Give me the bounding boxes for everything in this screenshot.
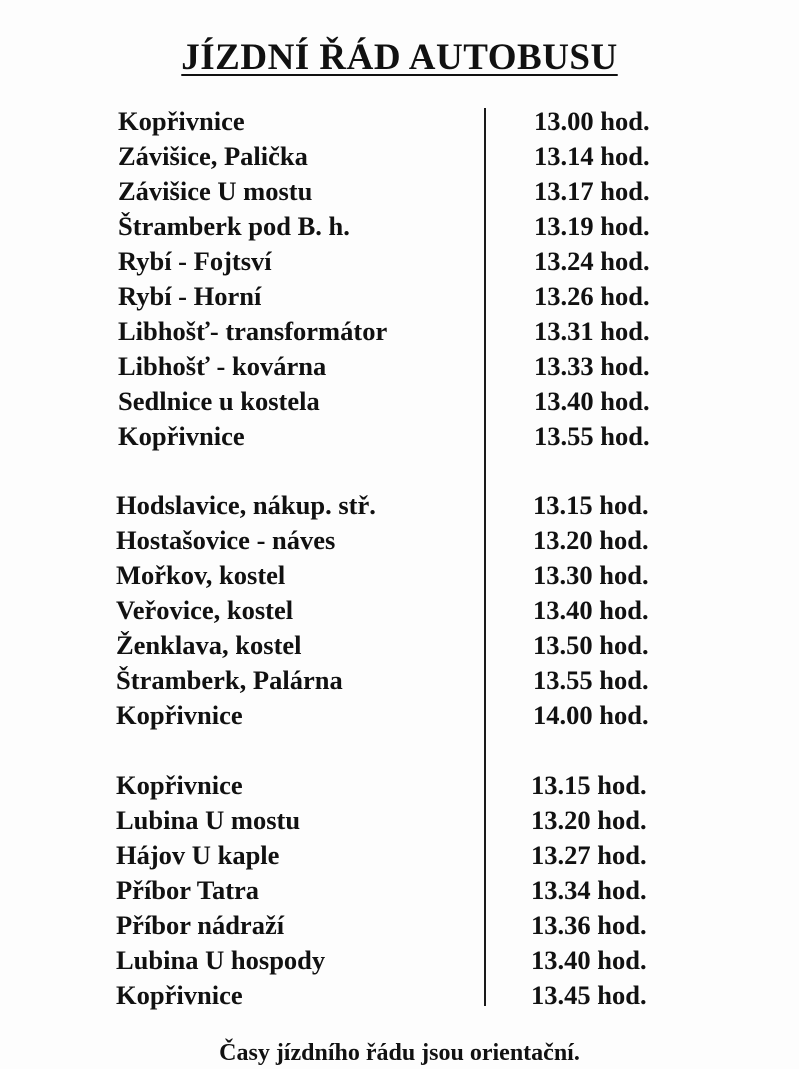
stop-name: Libhošť - kovárna — [118, 351, 327, 381]
timetable-row — [0, 174, 799, 209]
departure-time: 13.15 hod. — [533, 490, 649, 520]
page-title-text: JÍZDNÍ ŘÁD AUTOBUSU — [181, 37, 618, 78]
timetable-row — [0, 139, 799, 174]
departure-time: 13.24 hod. — [534, 246, 650, 276]
timetable-row — [0, 314, 799, 349]
page-title — [0, 36, 799, 79]
departure-time: 14.00 hod. — [533, 700, 649, 730]
departure-time: 13.55 hod. — [533, 665, 649, 695]
stop-name: Libhošť- transformátor — [118, 316, 388, 346]
stop-name: Kopřivnice — [118, 106, 245, 136]
timetable-row — [0, 104, 799, 139]
stop-name: Hájov U kaple — [116, 840, 280, 870]
departure-time: 13.33 hod. — [534, 351, 650, 381]
stop-name: Příbor nádraží — [116, 910, 285, 940]
departure-time: 13.00 hod. — [534, 106, 650, 136]
stop-name: Závišice U mostu — [118, 176, 313, 206]
departure-time: 13.34 hod. — [531, 875, 647, 905]
departure-time: 13.15 hod. — [531, 770, 647, 800]
stop-name: Kopřivnice — [116, 700, 243, 730]
departure-time: 13.26 hod. — [534, 281, 650, 311]
stop-name: Lubina U hospody — [116, 945, 326, 975]
timetable-row — [0, 698, 799, 733]
departure-time: 13.45 hod. — [531, 980, 647, 1010]
stop-name: Lubina U mostu — [116, 805, 301, 835]
timetable-row — [0, 488, 799, 523]
departure-time: 13.36 hod. — [531, 910, 647, 940]
timetable-row — [0, 838, 799, 873]
stop-name: Rybí - Horní — [118, 281, 262, 311]
stop-name: Hostašovice - náves — [116, 525, 336, 555]
departure-time: 13.19 hod. — [534, 211, 650, 241]
stop-name: Příbor Tatra — [116, 875, 260, 905]
route-block-1 — [0, 104, 799, 454]
timetable-row — [0, 943, 799, 978]
stop-name: Ženklava, kostel — [116, 630, 302, 660]
departure-time: 13.14 hod. — [534, 141, 650, 171]
timetable-row — [0, 209, 799, 244]
departure-time: 13.17 hod. — [534, 176, 650, 206]
departure-time: 13.27 hod. — [531, 840, 647, 870]
timetable-row — [0, 349, 799, 384]
timetable-row — [0, 908, 799, 943]
departure-time: 13.20 hod. — [533, 525, 649, 555]
stop-name: Veřovice, kostel — [116, 595, 294, 625]
timetable-row — [0, 978, 799, 1013]
stop-name: Štramberk pod B. h. — [118, 211, 350, 241]
stop-name: Kopřivnice — [116, 770, 243, 800]
timetable-row — [0, 663, 799, 698]
route-block-2 — [0, 488, 799, 733]
departure-time: 13.40 hod. — [531, 945, 647, 975]
timetable-row — [0, 384, 799, 419]
departure-time: 13.40 hod. — [534, 386, 650, 416]
footer-note: Časy jízdního řádu jsou orientační. — [219, 1040, 580, 1066]
departure-time: 13.40 hod. — [533, 595, 649, 625]
timetable-row — [0, 768, 799, 803]
stop-name: Mořkov, kostel — [116, 560, 286, 590]
stop-name: Kopřivnice — [118, 421, 245, 451]
timetable-row — [0, 419, 799, 454]
stop-name: Hodslavice, nákup. stř. — [116, 490, 376, 520]
departure-time: 13.20 hod. — [531, 805, 647, 835]
timetable-row — [0, 803, 799, 838]
timetable-row — [0, 593, 799, 628]
departure-time: 13.55 hod. — [534, 421, 650, 451]
timetable-row — [0, 628, 799, 663]
stop-name: Sedlnice u kostela — [118, 386, 320, 416]
timetable-row — [0, 873, 799, 908]
route-block-3 — [0, 768, 799, 1013]
stop-name: Kopřivnice — [116, 980, 243, 1010]
timetable-row — [0, 558, 799, 593]
stop-name: Závišice, Palička — [118, 141, 308, 171]
timetable-row — [0, 244, 799, 279]
stop-name: Štramberk, Palárna — [116, 665, 343, 695]
departure-time: 13.30 hod. — [533, 560, 649, 590]
stop-name: Rybí - Fojtsví — [118, 246, 272, 276]
timetable-row — [0, 279, 799, 314]
departure-time: 13.31 hod. — [534, 316, 650, 346]
departure-time: 13.50 hod. — [533, 630, 649, 660]
timetable-row — [0, 523, 799, 558]
